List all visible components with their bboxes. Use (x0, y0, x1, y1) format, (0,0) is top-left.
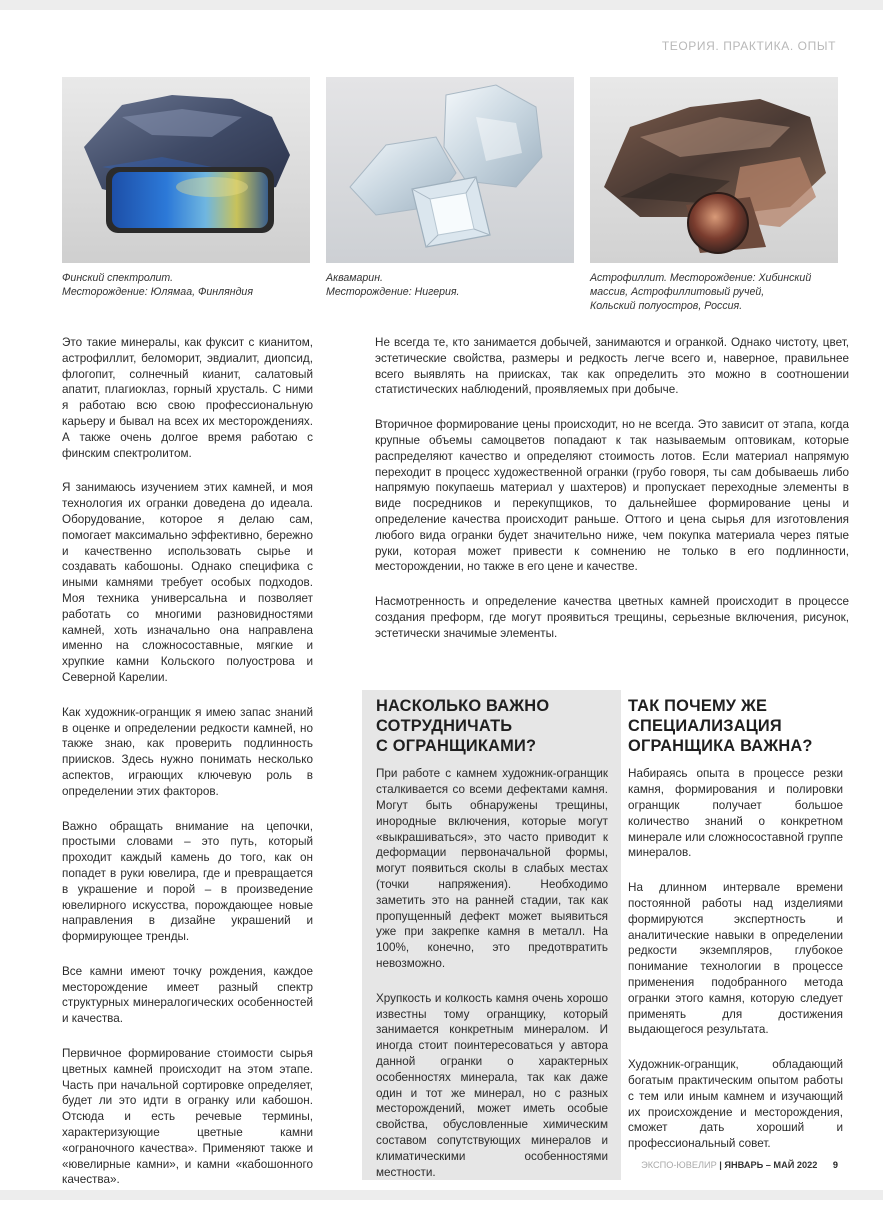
page-number: 9 (832, 1160, 838, 1170)
bottom-bar (0, 1190, 883, 1200)
paragraph: Набираясь опыта в процессе резки камня, формирования и полировки огранщик получает большое количество знаний о конкретном минерале или сложносоставной группе минералов. (628, 767, 843, 860)
paragraph: Я занимаюсь изучением этих камней, и моя технология их огранки доведена до идеала. Оборудование, которое я делаю сам, помогает максимально эффективно, бережно и качественно использовать сырье и создавать кабошоны. Однако специфика с иными камнями требует особых подходов. Моя техника универсальна и позволяет работать со многими разновидностями камней, хоть изначально она направлена именно на сложносоставные, мягкие и хрупкие камни Кольского полуострова и Северной Карелии. (62, 481, 313, 684)
right-heading: ТАК ПОЧЕМУ ЖЕ СПЕЦИАЛИЗАЦИЯ ОГРАНЩИКА ВАЖНА? (628, 697, 813, 755)
paragraph: Это такие минералы, как фуксит с кианитом, астрофиллит, беломорит, эвдиалит, диопсид, флогопит, солнечный кианит, салатовый апатит, плагиоклаз, горный хрусталь. С ними я работаю всю свою профессиональную карьеру и бывал на всех их месторождениях. А также очень долгое время работаю с финским спектролитом. (62, 336, 313, 460)
paragraph: Все камни имеют точку рождения, каждое месторождение имеет разный спектр структурных минералогических особенностей и качества. (62, 964, 313, 1026)
caption-line: Аквамарин. (326, 272, 383, 284)
box-heading: НАСКОЛЬКО ВАЖНО СОТРУДНИЧАТЬ С ОГРАНЩИКАМИ? (376, 697, 550, 755)
right-text-column (628, 690, 843, 1171)
paragraph: Хрупкость и колкость камня очень хорошо известны тому огранщику, который занимается конкретным минералом. И иногда стоит поинтересоваться у автора данной огранки о характерных особенностях минерала, так как даже один и тот же минерал, но с разных месторождений, может иметь особые свойства, обусловленные химическим составом сопутствующих минералов и климатическими особенностями местности. (376, 991, 608, 1179)
wide-text-column (375, 335, 849, 661)
caption-line: Месторождение: Нигерия. (326, 286, 460, 298)
paragraph: Как художник-огранщик я имею запас знаний в оценке и определении редкости камней, но также знаю, как проверить подлинность приисков. Здесь нужно понимать несколько аспектов, играющих ключевую роль в определении этих факторов. (62, 705, 313, 798)
aquamarine-image (326, 77, 574, 263)
caption-line: Астрофиллит. Месторождение: Хибинский (590, 272, 812, 284)
paragraph: Насмотренность и определение качества цветных камней происходит в процессе создания преформ, где могут проявиться трещины, серьезные включения, рисунок, эстетически значимые элементы. (375, 595, 849, 640)
photo-aquamarine (326, 77, 574, 263)
photo-astrophyllite (590, 77, 838, 263)
page-footer (641, 1160, 838, 1170)
photo-spectrolite (62, 77, 310, 263)
paragraph: Художник-огранщик, обладающий богатым практическим опытом работы с тем или иным камнем и изучающий их происхождение и месторождения, сможет дать хороший и профессиональный совет. (628, 1058, 843, 1151)
paragraph: При работе с камнем художник-огранщик сталкивается со всеми дефектами камня. Могут быть обнаружены трещины, инородные включения, которые могут «выкрашиваться», это часто приводит к деформации первоначальной формы, могут появиться сколы в слабых местах (точки напряжения). Необходимо заметить это на ранней стадии, так как пропущенный дефект может выявиться уже при закрепке камня в металл. На 100%, конечно, это предотвратить невозможно. (376, 767, 608, 970)
caption-aquamarine (326, 271, 576, 299)
caption-spectrolite (62, 271, 312, 299)
footer-issue: | ЯНВАРЬ – МАЙ 2022 (719, 1160, 818, 1170)
section-title: ТЕОРИЯ. ПРАКТИКА. ОПЫТ (661, 39, 836, 53)
highlight-box (362, 690, 621, 1180)
paragraph: Важно обращать внимание на цепочки, простыми словами – это путь, который проходит каждый камень до того, как он попадет в руки ювелира, где и превращается в украшение и порой – в произведение ювелирного искусства, порождающее новые направления в дизайне украшений и формирующее тренды. (62, 819, 313, 944)
left-text-column (62, 335, 313, 1207)
caption-line: Кольский полуостров, Россия. (590, 300, 743, 312)
astrophyllite-image (590, 77, 838, 263)
paragraph: Не всегда те, кто занимается добычей, занимаются и огранкой. Однако чистоту, цвет, эстетические свойства, размеры и редкость легче всего и, наверное, правильнее всего выявлять на приисках, так как определить это можно в соотношении статистических наблюдений, проявляемых при добыче. (375, 336, 849, 397)
caption-line: Финский спектролит. (62, 272, 174, 284)
spectrolite-image (62, 77, 310, 263)
footer-brand: ЭКСПО-ЮВЕЛИР (641, 1160, 717, 1170)
top-bar (0, 0, 883, 10)
paragraph: Первичное формирование стоимости сырья цветных камней происходит на этом этапе. Часть при начальной сортировке определяет, будет ли это идти в огранку или кабошон. Отсюда и есть речевые термины, характеризующие цветные камни «ограночного качества». Применяют также и «ювелирные камни», и камни «кабошонного качества». (62, 1047, 313, 1187)
caption-astrophyllite (590, 271, 840, 313)
caption-line: массив, Астрофиллитовый ручей, (590, 286, 765, 298)
caption-line: Месторождение: Юлямаа, Финляндия (62, 286, 253, 298)
paragraph: Вторичное формирование цены происходит, но не всегда. Это зависит от этапа, когда крупные объемы самоцветов попадают к так называемым оптовикам, которые распределяют качество и определяют стоимость лотов. Если материал напрямую переходит в процесс художественной огранки (грубо говоря, ты сам добываешь либо напрямую покупаешь материал у шахтеров) и пропускает переходные элементы в виде посредников и перекупщиков, то дальнейшее формирование цены и определение качества происходит раньше. Оттого и цена сырья для изготовления любого вида огранки будет значительно ниже, чем покупка материала через пятые руки, которая может привести к сомнению не только в его подлинности, месторождении, но также в его цене и качестве. (375, 418, 849, 574)
paragraph: На длинном интервале времени постоянной работы над изделиями формируются экспертность и аналитические навыки в определении редкости экземпляров, глубокое понимание технологии в процессе применения подобранного метода огранки этого камня, которую следует применять для достижения выдающегося результата. (628, 881, 843, 1037)
